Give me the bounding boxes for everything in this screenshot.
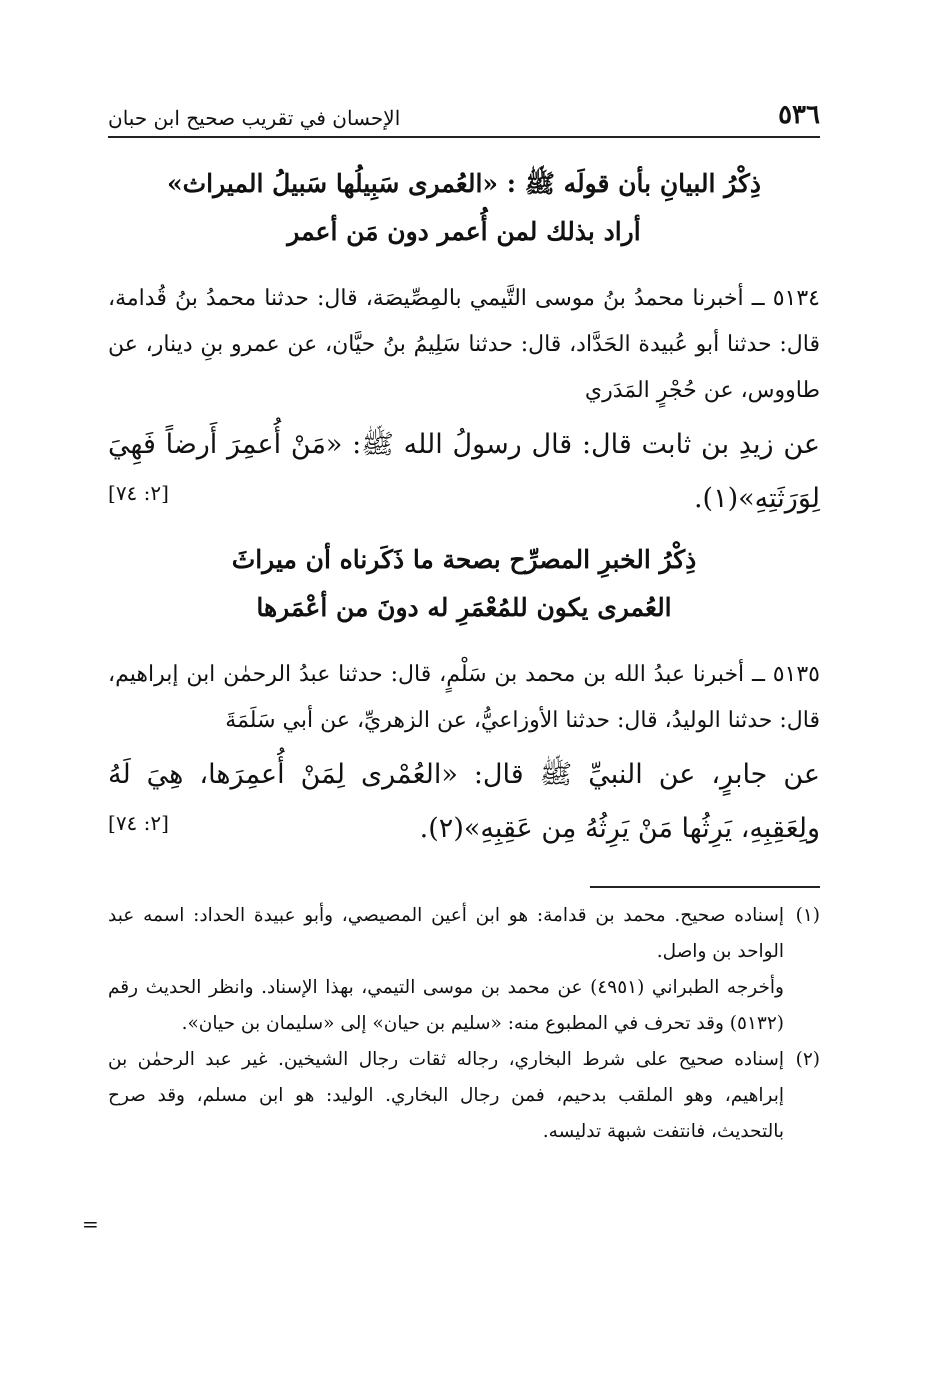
footnote-1 — [108, 898, 820, 970]
footnote-divider — [590, 886, 820, 888]
hadith-5134-chain: ٥١٣٤ ــ أخبرنا محمدُ بنُ موسى التَّيمي بالمِصِّيصَة، قال: حدثنا محمدُ بنُ قُدامة، قال: حدثنا أبو عُبيدة الحَدَّاد، قال: حدثنا سَلِيمُ بنُ حيَّان، عن عمرو بنِ دينار، عن طاووس، عن حُجْرٍ المَدَري — [108, 286, 820, 403]
running-header — [108, 92, 820, 138]
footnote-2-text: إسناده صحيح على شرط البخاري، رجاله ثقات رجال الشيخين. غير عبد الرحمٰن بن إبراهيم، وهو الملقب بدحيم، فمن رجال البخاري. الوليد: هو ابن مسلم، وقد صرح بالتحديث، فانتفت شبهة تدليسه. — [108, 1049, 784, 1142]
chapter-heading-1 — [108, 160, 820, 256]
hadith-5134-reference: [٢: ٧٤] — [108, 481, 169, 505]
hadith-5134-text: عن زيدِ بن ثابت قال: قال رسولُ الله ﷺ: «مَنْ أُعمِرَ أَرضاً فَهِيَ لِوَرَثَتِهِ»(١). — [108, 429, 820, 514]
chapter-heading-1-line2: أراد بذلك لمن أُعمر دون مَن أعمر — [287, 217, 641, 246]
chapter-heading-2 — [108, 536, 820, 632]
page-number: ٥٣٦ — [778, 100, 820, 130]
hadith-5135-chain: ٥١٣٥ ــ أخبرنا عبدُ الله بن محمد بن سَلْمٍ، قال: حدثنا عبدُ الرحمٰن ابن إبراهيم، قال: حدثنا الوليدُ، قال: حدثنا الأوزاعيُّ، عن الزهريِّ، عن أبي سَلَمَةَ — [108, 662, 820, 733]
hadith-5135-reference: [٢: ٧٤] — [108, 811, 169, 835]
chapter-heading-2-line1: ذِكْرُ الخبرِ المصرِّح بصحة ما ذَكَرناه أن ميراثَ — [231, 545, 697, 574]
book-page — [108, 92, 820, 1150]
footnote-2-number: (٢) — [795, 1049, 820, 1070]
chapter-heading-2-line2: العُمرى يكون للمُعْمَرِ له دونَ من أعْمَرها — [256, 593, 672, 622]
footnote-2 — [108, 1042, 820, 1150]
continuation-mark: = — [82, 1212, 99, 1236]
chapter-heading-1-line1: ذِكْرُ البيانِ بأن قولَه ﷺ : «العُمرى سَبِيلُها سَبيلُ الميراث» — [167, 169, 761, 198]
footnote-1-number: (١) — [795, 905, 820, 926]
book-title: الإحسان في تقريب صحيح ابن حبان — [108, 106, 401, 130]
hadith-5134-text-block — [108, 418, 820, 526]
footnote-1-text: إسناده صحيح. محمد بن قدامة: هو ابن أعين المصيصي، وأبو عبيدة الحداد: اسمه عبد الواحد بن واصل. — [108, 905, 784, 962]
hadith-5135-text-block — [108, 748, 820, 856]
footnote-1-continuation: وأخرجه الطبراني (٤٩٥١) عن محمد بن موسى التيمي، بهذا الإسناد. وانظر الحديث رقم (٥١٣٢) وقد تحرف في المطبوع منه: «سليم بن حيان» إلى «سليمان بن حيان». — [108, 977, 784, 1034]
hadith-5135-text: عن جابرٍ، عن النبيِّ ﷺ قال: «العُمْرى لِمَنْ أُعمِرَها، هِيَ لَهُ ولِعَقِبِهِ، يَرِثُها مَنْ يَرِثُهُ مِن عَقِبِهِ»(٢). — [108, 759, 820, 844]
